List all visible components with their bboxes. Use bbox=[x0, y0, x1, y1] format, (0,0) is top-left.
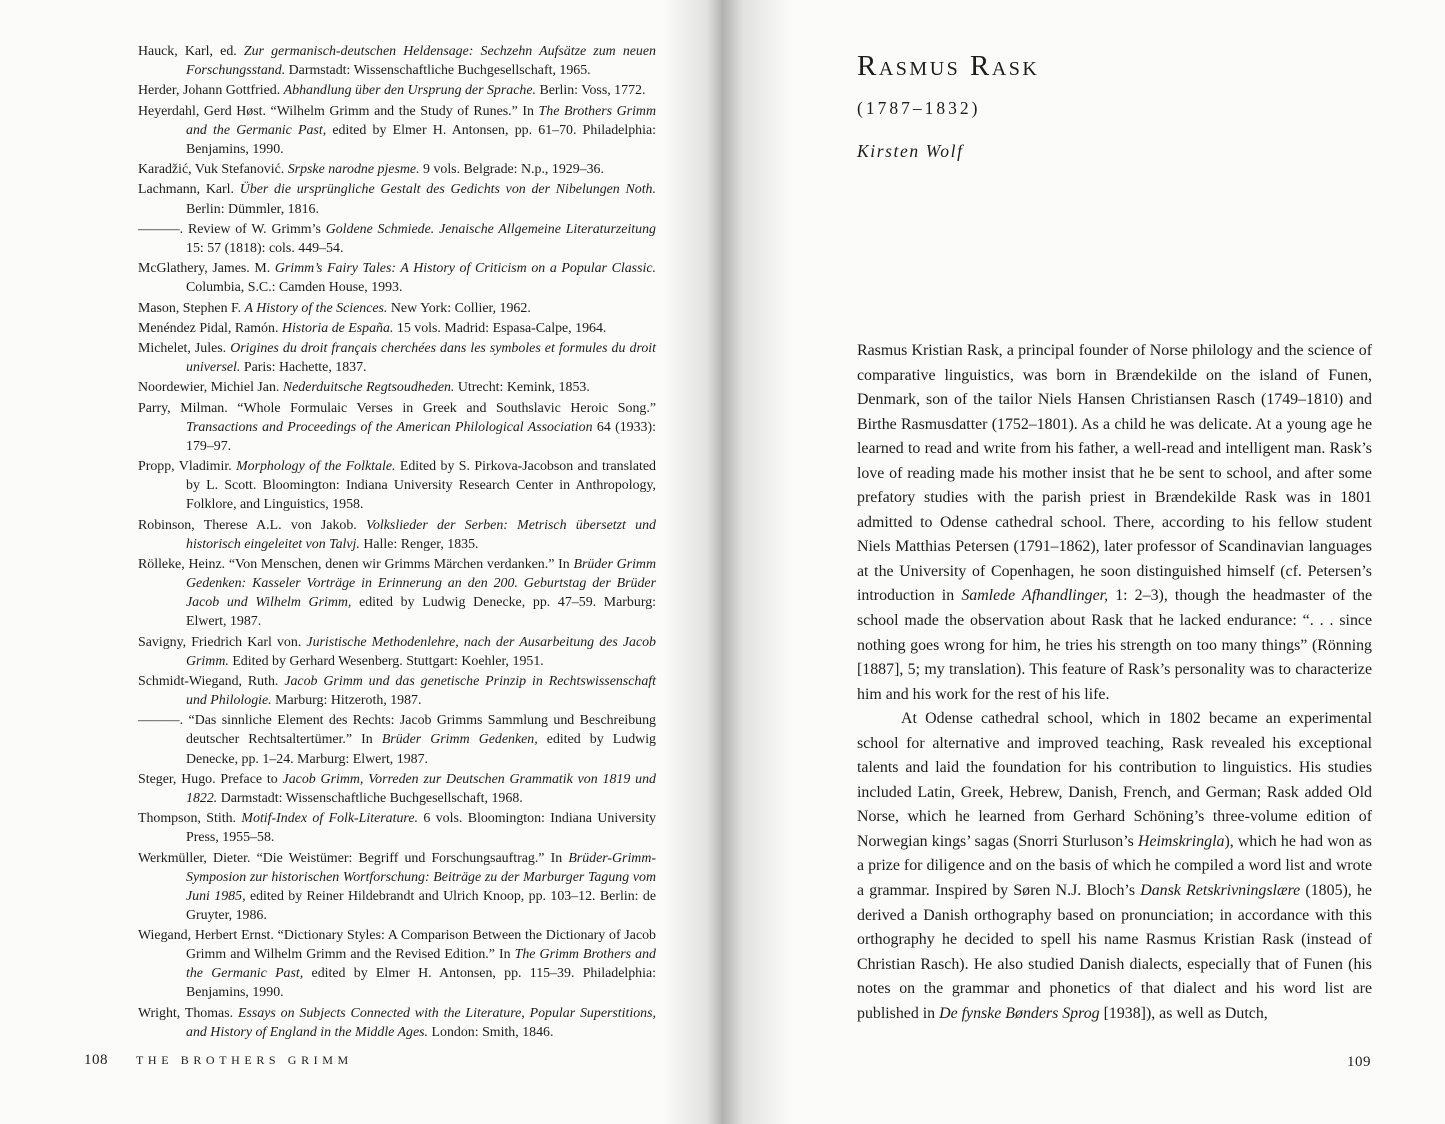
entry-title: Brüder Grimm Gedenken, bbox=[381, 732, 538, 748]
bibliography-entry bbox=[138, 809, 656, 847]
left-page-number: 108 bbox=[84, 1052, 108, 1068]
entry-author: Menéndez Pidal, Ramón. bbox=[138, 320, 282, 336]
entry-author: Wiegand, Herbert Ernst. “Dictionary Styles: A Comparison Between the Dictionary of Jacob Grimm and Wilhelm Grimm and the Revised Edition.” In bbox=[138, 928, 656, 963]
entry-author: Schmidt-Wiegand, Ruth. bbox=[138, 674, 285, 689]
bibliography-entry bbox=[138, 672, 656, 710]
entry-author: Robinson, Therese A.L. von Jakob. bbox=[138, 517, 367, 533]
entry-publication: edited by Reiner Hildebrandt and Ulrich Knoop, pp. 103–12. Berlin: de Gruyter, 1986. bbox=[186, 888, 656, 923]
entry-author: Heyerdahl, Gerd Høst. “Wilhelm Grimm and the Study of Runes.” In bbox=[138, 103, 539, 119]
entry-title: Zur germanisch-deutschen Heldensage: Sechzehn Aufsätze zum neuen Forschungsstand. bbox=[186, 44, 656, 79]
bibliography-list bbox=[138, 42, 656, 1043]
left-gutter-shadow bbox=[662, 0, 722, 1124]
entry-publication: 9 vols. Belgrade: N.p., 1929–36. bbox=[419, 162, 604, 178]
italic-title: Dansk Retskrivningslære bbox=[1140, 882, 1301, 900]
entry-title: Jacob Grimm, Vorreden zur Deutschen Grammatik von 1819 und 1822. bbox=[186, 771, 656, 806]
bibliography-entry bbox=[138, 633, 656, 671]
entry-author: Karadžić, Vuk Stefanović. bbox=[138, 162, 288, 178]
bibliography-entry bbox=[138, 399, 656, 456]
bibliography-entry bbox=[138, 180, 656, 218]
entry-author: Noordewier, Michiel Jan. bbox=[138, 380, 283, 396]
bibliography-entry bbox=[138, 1004, 656, 1042]
body-text-run: Rasmus Kristian Rask, a principal founder of Norse philology and the science of comparative linguistics, was born in Brændekilde on the island of Funen, Denmark, son of the tailor Niels Hansen Christiansen Rasch (1749–1810) and Birthe Rasmusdatter (1752–1801). As a child he was delicate. At a young age he learned to read and write from his father, a well-read and intelligent man. Rask’s love of reading made his mother insist that he be sent to school, and after some prefatory studies with the parish priest in Brændekilde Rask was in 1801 admitted to Odense cathedral school. There, according to his fellow student Niels Matthias Petersen (1791–1862), later professor of Scandinavian languages at the University of Copenhagen, he soon distinguished himself (cf. Petersen’s introduction in bbox=[857, 342, 1372, 605]
entry-publication: Utrecht: Kemink, 1853. bbox=[454, 380, 590, 396]
entry-title: Transactions and Proceedings of the American Philological Association bbox=[186, 419, 593, 435]
entry-title: Brüder-Grimm-Symposion zur historischen Wortforschung: Beiträge zu der Marburger Tagung vom Juni 1985, bbox=[186, 850, 656, 904]
chapter-author: Kirsten Wolf bbox=[857, 141, 964, 161]
body-text-run: 1: 2–3), though the headmaster of the school made the observation about Rask that he lacked endurance: “. . . since nothing goes wrong for him, he tries his strength on too many things” (Rönning [1887], 5; my translation). This feature of Rask’s personality was to characterize him and his work for the rest of his life. bbox=[857, 587, 1373, 703]
left-page bbox=[0, 0, 722, 1124]
entry-title: Volkslieder der Serben: Metrisch übersetzt und historisch eingeleitet von Talvj. bbox=[186, 517, 656, 552]
entry-title: Nederduitsche Regtsoudheden. bbox=[282, 380, 455, 396]
entry-author: Savigny, Friedrich Karl von. bbox=[138, 634, 307, 650]
entry-title: The Grimm Brothers and the Germanic Past, bbox=[186, 947, 656, 982]
entry-title: Über die ursprüngliche Gestalt des Gedichts von der Nibelungen Noth. bbox=[239, 182, 656, 198]
left-footer bbox=[84, 1052, 353, 1069]
bibliography-entry bbox=[138, 457, 656, 514]
entry-title: Goldene Schmiede. Jenaische Allgemeine Literaturzeitung bbox=[325, 221, 656, 237]
entry-title: Historia de España. bbox=[281, 320, 394, 336]
entry-publication: edited by Ludwig Denecke, pp. 1–24. Marburg: Elwert, 1987. bbox=[186, 732, 656, 767]
entry-publication: Paris: Hachette, 1837. bbox=[240, 360, 367, 376]
entry-author: Parry, Milman. “Whole Formulaic Verses in Greek and Southslavic Heroic Song.” bbox=[138, 400, 656, 416]
entry-publication: London: Smith, 1846. bbox=[428, 1024, 554, 1040]
entry-author: ———. Review of W. Grimm’s bbox=[138, 221, 326, 237]
entry-title: Brüder Grimm Gedenken: Kasseler Vorträge in Erinnerung an den 200. Geburtstag der Brüder Jacob und Wilhelm Grimm, bbox=[186, 557, 656, 611]
entry-publication: 6 vols. Bloomington: Indiana University Press, 1955–58. bbox=[186, 811, 656, 846]
entry-author: Mason, Stephen F. bbox=[138, 300, 245, 316]
body-text-run: (1805), he derived a Danish orthography based on pronunciation; in accordance with this orthography he decided to spell his name Rasmus Kristian Rask (instead of Christian Rasch). He also studied Danish dialects, especially that of Funen (his notes on the grammar and phonetics of that dialect and his word list are published in bbox=[857, 882, 1372, 1022]
bibliography-entry bbox=[138, 160, 656, 179]
entry-publication: edited by Elmer H. Antonsen, pp. 61–70. Philadelphia: Benjamins, 1990. bbox=[186, 122, 656, 157]
entry-publication: New York: Collier, 1962. bbox=[387, 300, 531, 316]
right-page bbox=[722, 0, 1445, 1124]
chapter-dates: (1787–1832) bbox=[857, 98, 981, 118]
bibliography-entry bbox=[138, 516, 656, 554]
chapter-title: Rasmus Rask bbox=[857, 50, 1040, 82]
entry-publication: 64 (1933): 179–97. bbox=[186, 419, 656, 454]
entry-title: Origines du droit français cherchées dans les symboles et formules du droit universel. bbox=[186, 341, 656, 376]
body-paragraph bbox=[857, 707, 1372, 1026]
bibliography-entry bbox=[138, 102, 656, 159]
body-text-run: At Odense cathedral school, which in 1802 became an experimental school for alternative and improved teaching, Rask revealed his exceptional talents and laid the foundation for his contribution to linguistics. His studies included Latin, Greek, Hebrew, Danish, French, and German; Rask added Old Norse, which he learned from Gerhard Schöning’s three-volume edition of Norwegian kings’ sagas (Snorri Sturluson’s bbox=[857, 710, 1372, 850]
entry-publication: Halle: Renger, 1835. bbox=[359, 536, 479, 552]
right-page-number: 109 bbox=[1347, 1054, 1371, 1070]
entry-title: Grimm’s Fairy Tales: A History of Criticism on a Popular Classic. bbox=[274, 261, 656, 277]
bibliography-entry bbox=[138, 770, 656, 808]
italic-title: Samlede Afhandlinger, bbox=[961, 587, 1109, 605]
entry-author: Thompson, Stith. bbox=[138, 811, 242, 827]
bibliography-entry bbox=[138, 220, 656, 258]
entry-title: Jacob Grimm und das genetische Prinzip in Rechtswissenschaft und Philologie. bbox=[186, 674, 656, 709]
entry-author: Werkmüller, Dieter. “Die Weistümer: Begriff und Forschungsauftrag.” In bbox=[138, 850, 569, 866]
entry-author: ———. “Das sinnliche Element des Rechts: Jacob Grimms Sammlung und Beschreibung deutscher Rechtsaltertümer.” In bbox=[138, 713, 656, 748]
entry-publication: 15 vols. Madrid: Espasa-Calpe, 1964. bbox=[393, 320, 607, 336]
bibliography-entry bbox=[138, 711, 656, 768]
body-paragraph bbox=[857, 339, 1372, 707]
bibliography-entry bbox=[138, 849, 656, 925]
entry-author: Rölleke, Heinz. “Von Menschen, denen wir Grimms Märchen verdanken.” In bbox=[138, 557, 574, 573]
entry-author: McGlathery, James. M. bbox=[138, 261, 275, 277]
entry-title: Srpske narodne pjesme. bbox=[287, 162, 420, 178]
entry-publication: edited by Ludwig Denecke, pp. 47–59. Marburg: Elwert, 1987. bbox=[186, 595, 656, 630]
bibliography-entry bbox=[138, 378, 656, 397]
entry-publication: Edited by Gerhard Wesenberg. Stuttgart: Koehler, 1951. bbox=[228, 653, 544, 669]
entry-publication: Darmstadt: Wissenschaftliche Buchgesellschaft, 1965. bbox=[285, 63, 591, 79]
entry-publication: Darmstadt: Wissenschaftliche Buchgesellschaft, 1968. bbox=[217, 790, 523, 806]
bibliography-entry bbox=[138, 299, 656, 318]
bibliography-entry bbox=[138, 81, 656, 100]
entry-publication: Columbia, S.C.: Camden House, 1993. bbox=[186, 280, 403, 296]
bibliography-entry bbox=[138, 555, 656, 631]
chapter-body bbox=[857, 339, 1372, 1026]
bibliography-entry bbox=[138, 259, 656, 297]
entry-author: Herder, Johann Gottfried. bbox=[138, 83, 284, 99]
entry-publication: Edited by S. Pirkova-Jacobson and translated by L. Scott. Bloomington: Indiana University Research Center in Anthropology, Folklore, and Linguistics, 1958. bbox=[186, 459, 657, 513]
body-text-run: ), which he had won as a prize for diligence and on the basis of which he compiled a word list and wrote a grammar. Inspired by Søren N.J. Bloch’s bbox=[857, 832, 1372, 900]
bibliography-entry bbox=[138, 926, 656, 1002]
entry-author: Hauck, Karl, ed. bbox=[138, 44, 244, 59]
bibliography-entry bbox=[138, 339, 656, 377]
entry-title: Abhandlung über den Ursprung der Sprache. bbox=[283, 83, 536, 99]
entry-author: Steger, Hugo. Preface to bbox=[138, 771, 283, 787]
entry-publication: Marburg: Hitzeroth, 1987. bbox=[271, 693, 422, 709]
entry-publication: 15: 57 (1818): cols. 449–54. bbox=[186, 240, 344, 256]
bibliography-entry bbox=[138, 42, 656, 80]
running-head: THE BROTHERS GRIMM bbox=[136, 1053, 353, 1067]
entry-title: The Brothers Grimm and the Germanic Past, bbox=[186, 103, 656, 138]
entry-publication: Berlin: Voss, 1772. bbox=[535, 83, 646, 99]
bibliography-entry bbox=[138, 319, 656, 338]
entry-title: Juristische Methodenlehre, nach der Ausarbeitung des Jacob Grimm. bbox=[186, 634, 657, 669]
entry-title: Morphology of the Folktale. bbox=[236, 459, 396, 475]
right-gutter-shadow bbox=[722, 0, 792, 1124]
entry-publication: Berlin: Dümmler, 1816. bbox=[186, 201, 319, 217]
entry-author: Propp, Vladimir. bbox=[138, 459, 237, 475]
body-text-run: [1938]), as well as Dutch, bbox=[1099, 1004, 1268, 1022]
entry-author: Wright, Thomas. bbox=[138, 1005, 238, 1021]
italic-title: Heimskringla bbox=[1137, 832, 1225, 850]
entry-title: Motif-Index of Folk-Literature. bbox=[241, 811, 418, 827]
entry-title: Essays on Subjects Connected with the Literature, Popular Superstitions, and History of England in the Middle Ages. bbox=[186, 1005, 656, 1040]
entry-author: Michelet, Jules. bbox=[138, 341, 231, 357]
italic-title: De fynske Bønders Sprog bbox=[939, 1004, 1100, 1022]
entry-publication: edited by Elmer H. Antonsen, pp. 115–39. Philadelphia: Benjamins, 1990. bbox=[186, 966, 656, 1001]
entry-title: A History of the Sciences. bbox=[244, 300, 388, 316]
entry-author: Lachmann, Karl. bbox=[138, 182, 240, 198]
